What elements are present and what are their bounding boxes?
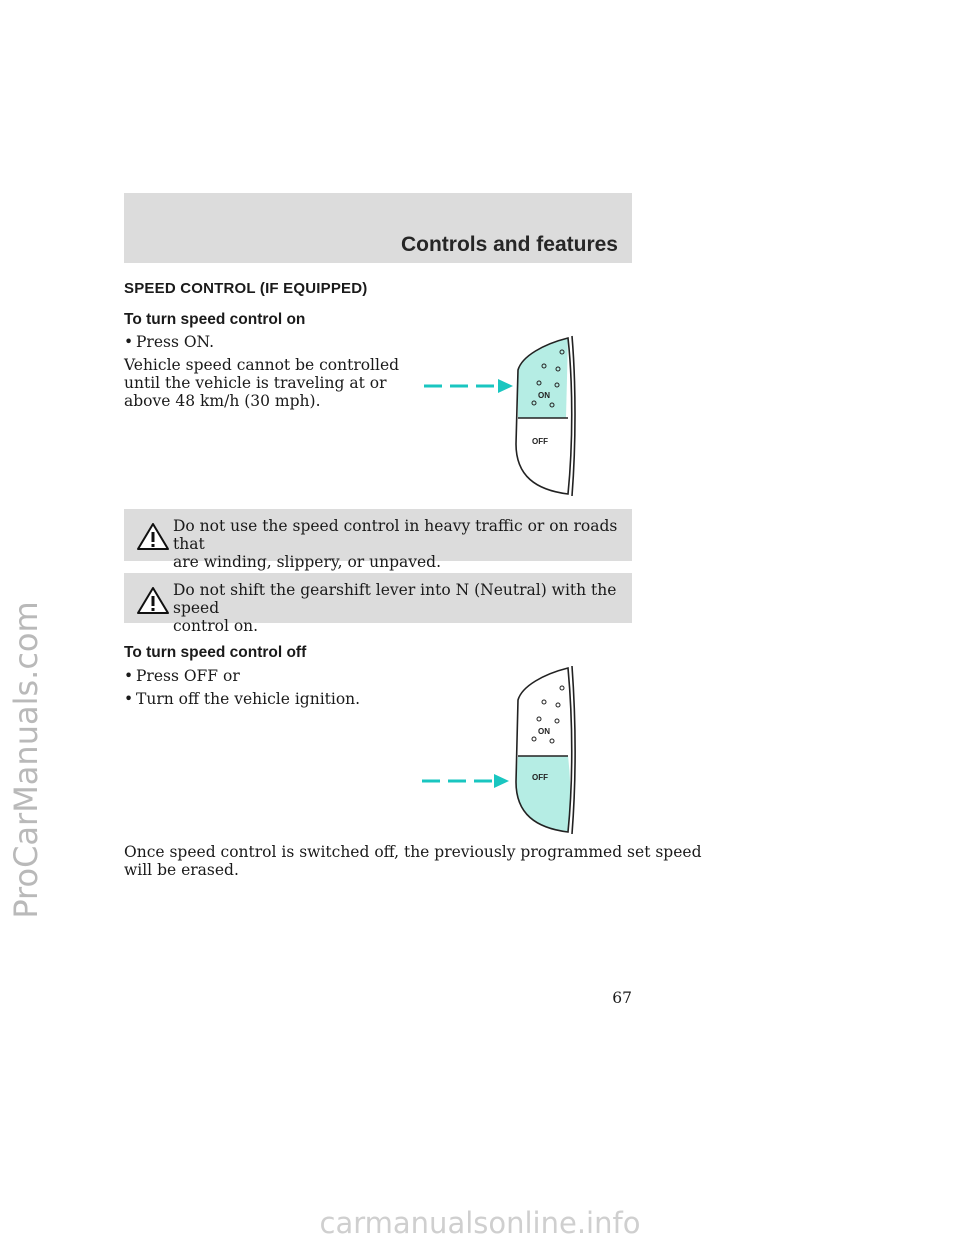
- warning-text: [173, 517, 621, 571]
- bullet-text: Press OFF or: [136, 667, 240, 685]
- turn-off-bullet: [124, 690, 360, 708]
- warning-line: Do not use the speed control in heavy traffic or on roads that: [173, 517, 618, 553]
- bullet-dot: •: [124, 333, 134, 351]
- bullet-dot: •: [124, 690, 134, 708]
- turn-on-note: [124, 356, 399, 410]
- indicator-arrow-head: [494, 774, 509, 788]
- speed-control-switch-off-figure: [418, 662, 583, 842]
- off-label: OFF: [532, 773, 548, 782]
- page-heading: SPEED CONTROL (IF EQUIPPED): [124, 280, 368, 297]
- footer-watermark: carmanualsonline.info: [319, 1206, 641, 1240]
- side-watermark-text: ProCarManuals.com: [7, 601, 45, 919]
- on-label: ON: [538, 391, 550, 400]
- warning-line: are winding, slippery, or unpaved.: [173, 553, 442, 571]
- turn-on-bullet: [124, 333, 214, 351]
- warning-triangle-icon: [136, 585, 170, 615]
- note-line: Vehicle speed cannot be controlled: [124, 356, 400, 374]
- warning-line: Do not shift the gearshift lever into N (Neutral) with the speed: [173, 581, 617, 617]
- section-title: Controls and features: [400, 233, 618, 256]
- page-number: 67: [612, 989, 632, 1007]
- note-line: above 48 km/h (30 mph).: [124, 392, 321, 410]
- note-line: until the vehicle is traveling at or: [124, 374, 387, 392]
- side-watermark: [4, 0, 54, 1242]
- bullet-dot: •: [124, 667, 134, 685]
- off-label: OFF: [532, 437, 548, 446]
- warning-text: [173, 581, 621, 635]
- warning-line: control on.: [173, 617, 259, 635]
- indicator-arrow-head: [498, 379, 513, 393]
- section-header: [124, 193, 632, 263]
- warning-triangle-icon: [136, 521, 170, 551]
- off-button-highlight: [516, 756, 570, 832]
- warning-box: [124, 573, 632, 635]
- speed-control-switch-on-figure: [418, 324, 583, 504]
- note-line: will be erased.: [124, 861, 239, 879]
- on-label: ON: [538, 727, 550, 736]
- bullet-text: Turn off the vehicle ignition.: [136, 690, 361, 708]
- bullet-text: Press ON.: [136, 333, 215, 351]
- turn-off-heading: To turn speed control off: [124, 644, 307, 661]
- note-line: Once speed control is switched off, the previously programmed set speed: [124, 843, 702, 861]
- turn-off-bullet: [124, 667, 240, 685]
- turn-off-note: [124, 843, 702, 879]
- turn-on-heading: To turn speed control on: [124, 311, 306, 328]
- warning-box: [124, 509, 632, 571]
